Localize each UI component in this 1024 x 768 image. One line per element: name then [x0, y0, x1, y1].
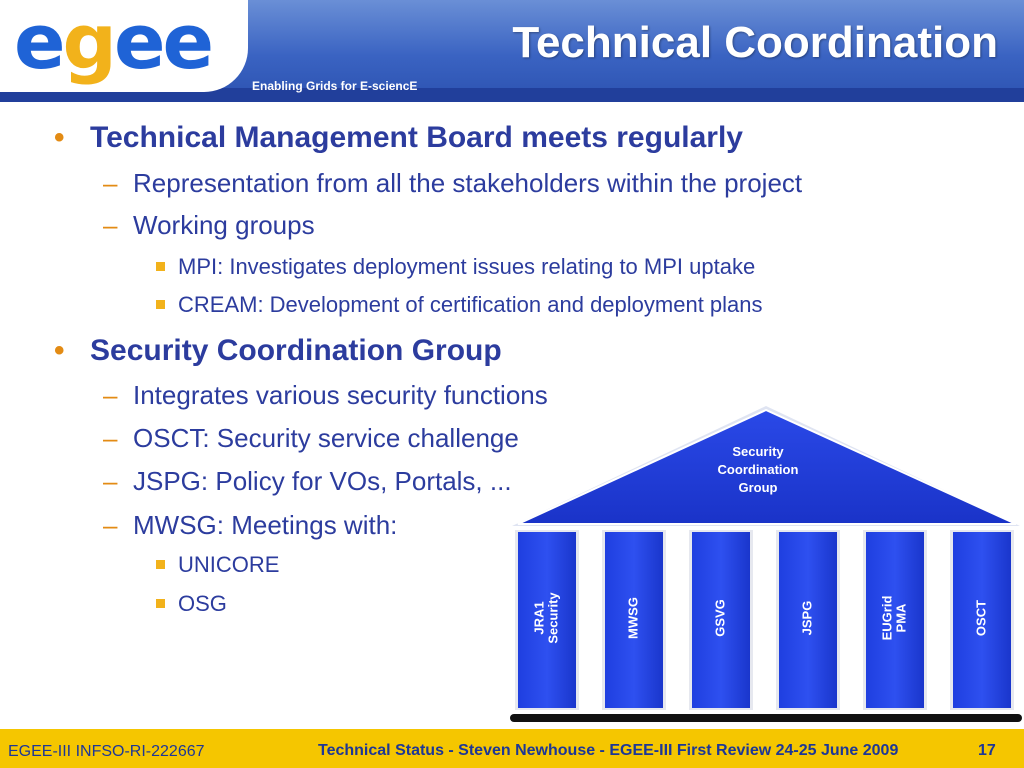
bullet-text: Technical Management Board meets regularly [90, 121, 743, 154]
bullet-level1 [54, 121, 743, 155]
dash-icon: – [103, 423, 118, 453]
bullet-text: MWSG: Meetings with: [133, 510, 398, 540]
square-bullet-icon [156, 560, 165, 569]
pillar-label: OSCT [973, 599, 989, 637]
bullet-text: MPI: Investigates deployment issues relating to MPI uptake [178, 254, 756, 279]
square-bullet-icon [156, 300, 165, 309]
pillar-label: JRA1 [531, 601, 547, 635]
slide-number: 17 [978, 742, 996, 759]
dash-icon: – [103, 510, 118, 540]
pillar-label: EUGrid [879, 595, 895, 641]
bullet-text: Working groups [133, 210, 315, 240]
bullet-text: JSPG: Policy for VOs, Portals, ... [133, 466, 512, 496]
header-tagline: Enabling Grids for E-sciencE [252, 79, 418, 93]
pillar-label: Security [545, 592, 561, 644]
footer-project-id: EGEE-III INFSO-RI-222667 [8, 743, 205, 760]
bullet-text: Integrates various security functions [133, 380, 548, 410]
pillar-label: MWSG [625, 597, 641, 639]
pillar-label: PMA [893, 603, 909, 633]
square-bullet-icon [156, 599, 165, 608]
bullet-level2 [103, 466, 512, 497]
bullet-level1 [54, 334, 502, 368]
bullet-level3 [178, 254, 755, 280]
temple-base [510, 714, 1022, 722]
egee-logo-wordmark: egee [14, 0, 212, 86]
bullet-level2 [103, 423, 519, 454]
bullet-level3 [178, 552, 279, 578]
dash-icon: – [103, 380, 118, 410]
dash-icon: – [103, 168, 118, 198]
footer-presentation-info: Technical Status - Steven Newhouse - EGEE-III First Review 24-25 June 2009 [318, 742, 899, 759]
bullet-level2 [103, 510, 398, 541]
roof-label-line: Group [738, 480, 778, 495]
bullet-level2 [103, 380, 548, 411]
dash-icon: – [103, 466, 118, 496]
square-bullet-icon [156, 262, 165, 271]
bullet-level2 [103, 210, 315, 241]
egee-logo [0, 0, 248, 92]
bullet-text: Representation from all the stakeholders within the project [133, 168, 803, 198]
temple-pillars [515, 530, 1014, 710]
bullet-text: OSCT: Security service challenge [133, 423, 519, 453]
bullet-text: Security Coordination Group [90, 334, 502, 367]
bullet-level3 [178, 591, 227, 617]
bullet-dot-icon: • [54, 121, 65, 154]
bullet-level3 [178, 292, 763, 318]
roof-label-line: Coordination [717, 462, 799, 477]
bullet-dot-icon: • [54, 334, 65, 367]
bullet-text: OSG [178, 591, 227, 616]
slide-header [0, 0, 1024, 102]
roof-label-line: Security [732, 444, 784, 459]
dash-icon: – [103, 210, 118, 240]
bullet-text: CREAM: Development of certification and deployment plans [178, 292, 763, 317]
slide-title: Technical Coordination [512, 18, 998, 67]
security-temple-diagram [506, 404, 1024, 726]
pillar-label: GSVG [712, 599, 728, 637]
bullet-text: UNICORE [178, 552, 280, 577]
slide-footer [0, 729, 1024, 768]
pillar-label: JSPG [799, 600, 815, 636]
bullet-level2 [103, 168, 803, 199]
